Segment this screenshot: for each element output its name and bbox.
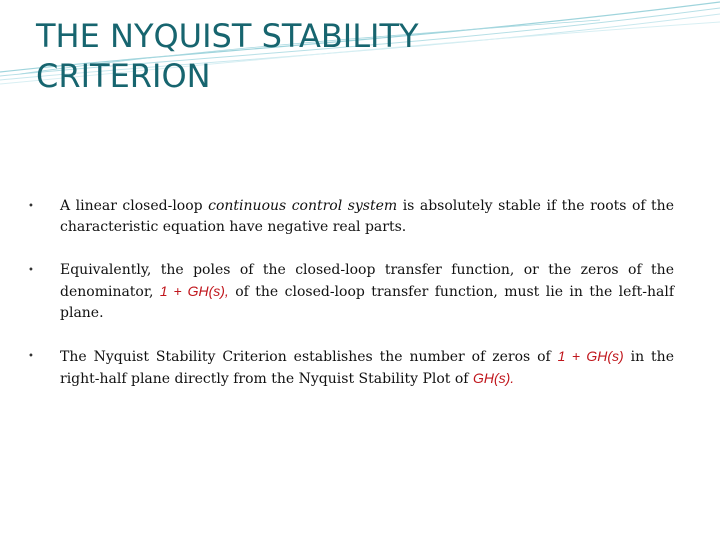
bullet-3-highlight-2: GH(s) [472, 370, 511, 386]
bullet-item-2 [28, 260, 674, 324]
title-line-1: THE NYQUIST STABILITY [36, 17, 419, 55]
title-line-2: CRITERION [36, 57, 211, 95]
slide-title [36, 16, 676, 96]
bullet-1-emphasis: continuous control system [208, 198, 398, 214]
bullet-list [28, 196, 674, 412]
bullet-1-text-b: is absolutely stable if the roots of the characteristic equation have negative real parts. [60, 198, 674, 235]
bullet-item-1 [28, 196, 674, 238]
bullet-1-text-a: A linear closed-loop [60, 198, 209, 214]
bullet-icon: • [28, 351, 34, 362]
bullet-2-text-b: of the closed-loop transfer function, must lie in the left-half plane. [60, 284, 675, 321]
bullet-icon: • [28, 201, 34, 212]
bullet-3-highlight-1: 1 + GH(s) [557, 348, 624, 364]
bullet-3-text-b: in the right-half plane directly from the Nyquist Stability Plot of [60, 349, 674, 387]
bullet-item-3 [28, 346, 674, 390]
bullet-icon: • [28, 265, 34, 276]
bullet-3-text-a: The Nyquist Stability Criterion establishes the number of zeros of [60, 349, 558, 365]
bullet-2-text-a: Equivalently, the poles of the closed-loop transfer function, or the zeros of the denominator, [60, 262, 674, 300]
bullet-2-highlight: 1 + GH(s), [159, 283, 229, 299]
bullet-3-text-c: . [510, 370, 515, 386]
